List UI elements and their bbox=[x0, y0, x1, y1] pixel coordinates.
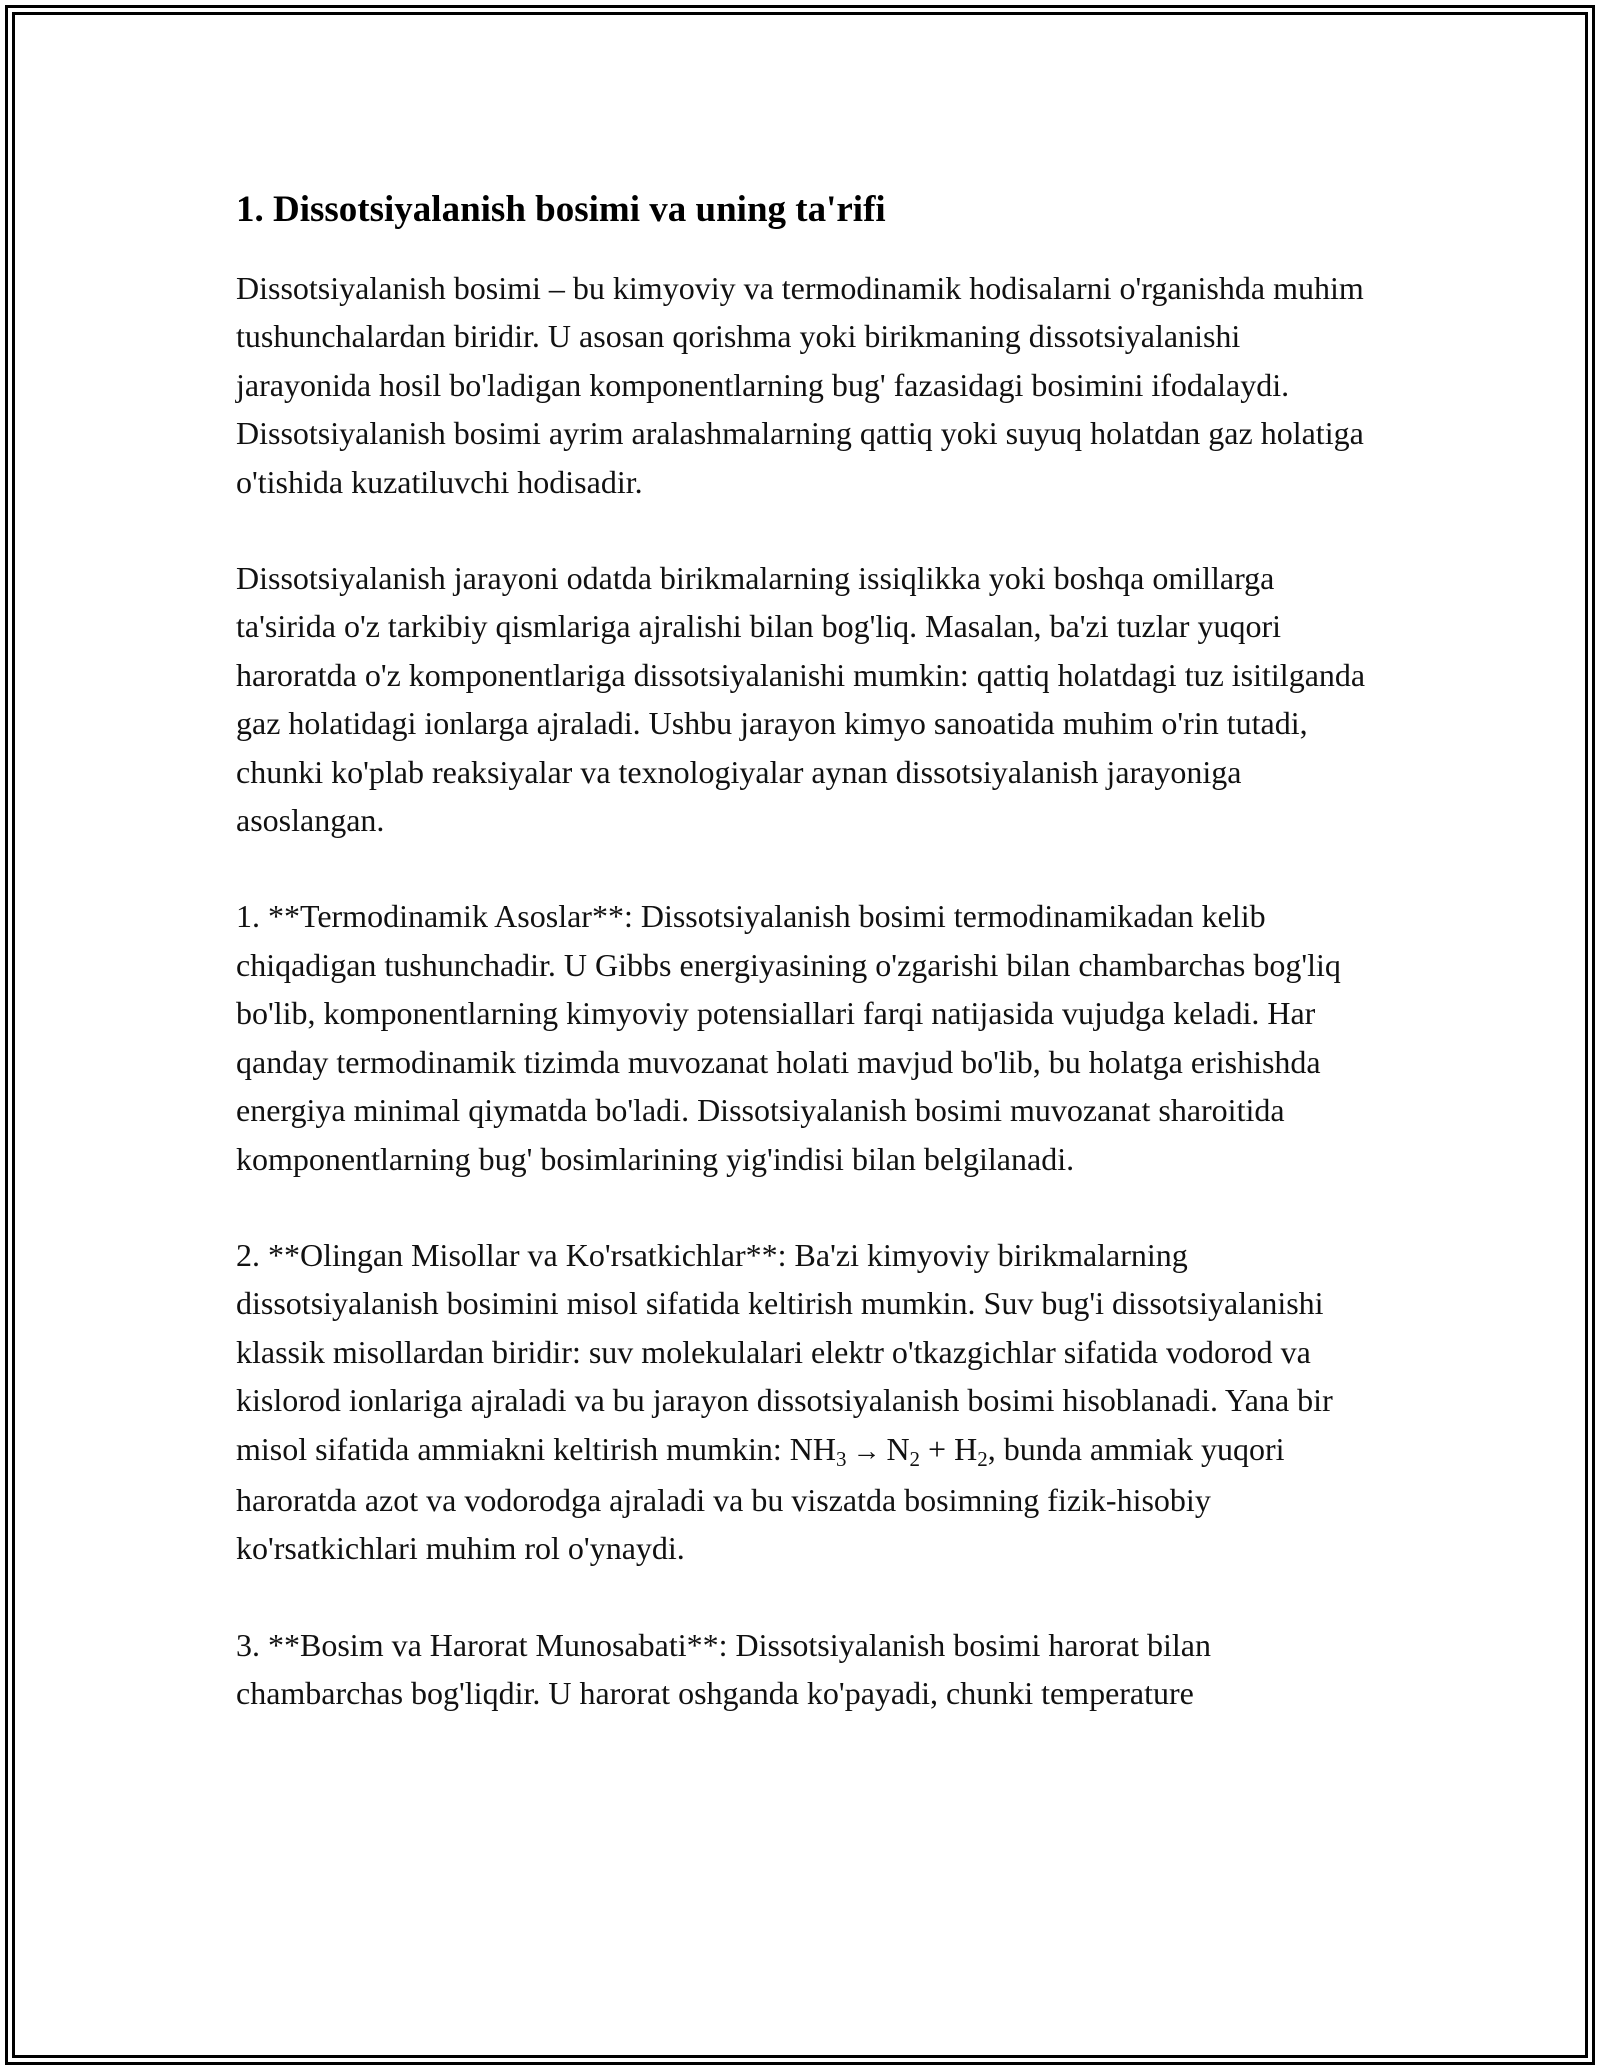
reaction-arrow: → bbox=[852, 1435, 881, 1467]
formula-h2 bbox=[954, 1430, 988, 1471]
formula-h-symbol: H bbox=[954, 1430, 978, 1467]
paragraph-definition: Dissotsiyalanish bosimi – bu kimyoviy va termodinamik hodisalarni o'rganishda muhim tushunchalardan biridir. U asosan qorishma yoki birikmaning dissotsiyalanishi jarayonida hosil bo'ladigan komponentlarning bug' fazasidagi bosimini ifodalaydi. Dissotsiyalanish bosimi ayrim aralashmalarning qattiq yoki suyuq holatdan gaz holatiga o'tishida kuzatiluvchi hodisadir. bbox=[236, 270, 1364, 500]
formula-n2 bbox=[886, 1430, 921, 1471]
paragraph-process: Dissotsiyalanish jarayoni odatda birikmalarning issiqlikka yoki boshqa omillarga ta'sirida o'z tarkibiy qismlariga ajralishi bilan bog'liq. Masalan, ba'zi tuzlar yuqori haroratda o'z komponentlariga dissotsiyalanishi mumkin: qattiq holatdagi tuz isitilganda gaz holatidagi ionlarga ajraladi. Ushbu jarayon kimyo sanoatida muhim o'rin tutadi, chunki ko'plab reaksiyalar va texnologiyalar aynan dissotsiyalanish jarayoniga asoslangan. bbox=[236, 560, 1366, 839]
formula-nh-subscript: 3 bbox=[835, 1446, 847, 1471]
formula-plus: + bbox=[920, 1430, 955, 1467]
formula-nh-symbol: NH bbox=[789, 1430, 836, 1467]
paragraph-pressure-temperature: 3. **Bosim va Harorat Munosabati**: Dissotsiyalanish bosimi harorat bilan chambarchas bog'liqdir. U harorat oshganda ko'payadi, chunki temperature bbox=[236, 1626, 1211, 1712]
formula-h-subscript: 2 bbox=[977, 1446, 988, 1471]
document-body bbox=[236, 186, 1376, 1766]
examples-text-continued: , bunda ammiak yuqori haroratda azot va vodorodga ajraladi va bu viszatda bosimning fizik-hisobiy ko'rsatkichlari muhim rol o'ynaydi. bbox=[236, 1430, 1285, 1567]
examples-text: 2. **Olingan Misollar va Ko'rsatkichlar**: Ba'zi kimyoviy birikmalarning dissotsiyalanish bosimini misol sifatida keltirish mumkin. Suv bug'i dissotsiyalanishi klassik misollardan biridir: suv molekulalari elektr o'tkazgichlar sifatida vodorod va kislorod ionlariga ajraladi va bu jarayon dissotsiyalanish bosimi hisoblanadi. Yana bir misol sifatida ammiakni keltirish mumkin: bbox=[236, 1236, 1333, 1467]
formula-n-subscript: 2 bbox=[909, 1446, 921, 1471]
formula-nh3 bbox=[789, 1430, 847, 1471]
section-heading: 1. Dissotsiyalanish bosimi va uning ta'rifi bbox=[236, 189, 886, 230]
paragraph-thermodynamic-basis: 1. **Termodinamik Asoslar**: Dissotsiyalanish bosimi termodinamikadan kelib chiqadigan tushunchadir. U Gibbs energiyasining o'zgarishi bilan chambarchas bog'liq bo'lib, komponentlarning kimyoviy potensiallari farqi natijasida vujudga keladi. Har qanday termodinamik tizimda muvozanat holati mavjud bo'lib, bu holatga erishishda energiya minimal qiymatda bo'ladi. Dissotsiyalanish bosimi muvozanat sharoitida komponentlarning bug' bosimlarining yig'indisi bilan belgilanadi. bbox=[236, 898, 1341, 1177]
formula-n-symbol: N bbox=[886, 1430, 910, 1467]
paragraph-examples bbox=[236, 1231, 1376, 1573]
